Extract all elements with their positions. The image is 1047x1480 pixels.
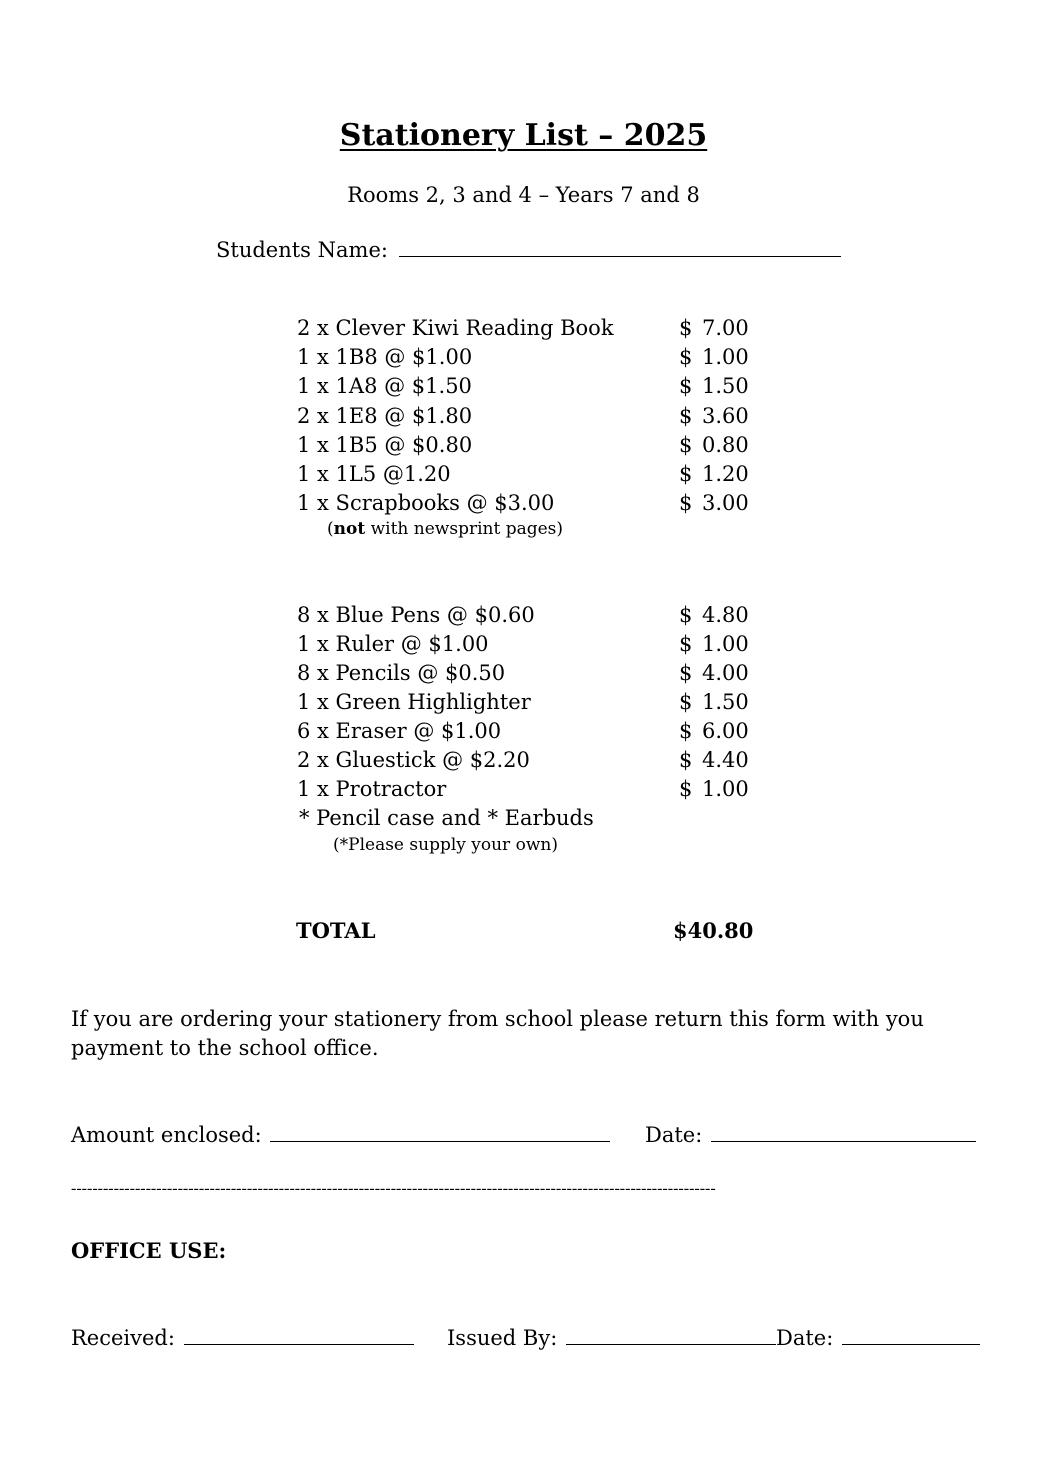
item-amount: 7.00: [702, 316, 749, 340]
cut-divider: -------------------------------------------------------------------------------------------------------------------------: [71, 1180, 716, 1197]
item-currency: $: [679, 632, 693, 656]
item-currency: $: [679, 374, 693, 399]
item-currency: $: [679, 462, 693, 486]
item-description: 8 x Pencils @ $0.50: [297, 661, 506, 685]
item-amount: 4.00: [702, 661, 749, 685]
issued-by-label: Issued By:: [447, 1326, 558, 1350]
item-currency: $: [679, 748, 693, 772]
own-items-note: (*Please supply your own): [333, 835, 558, 855]
item-description: 1 x Ruler @ $1.00: [297, 632, 489, 656]
item-description: 2 x Gluestick @ $2.20: [297, 748, 530, 772]
item-amount: 6.00: [702, 719, 749, 743]
scrapbook-note-bold: not: [333, 519, 366, 539]
item-description: 1 x Scrapbooks @ $3.00: [297, 491, 555, 516]
item-currency: $: [679, 690, 693, 714]
student-name-line[interactable]: [399, 236, 841, 257]
issued-by-row: [447, 1324, 980, 1350]
amount-enclosed-row: [71, 1121, 610, 1147]
item-description: 1 x 1A8 @ $1.50: [297, 374, 472, 399]
page-subtitle: Rooms 2, 3 and 4 – Years 7 and 8: [347, 183, 700, 207]
received-line[interactable]: [184, 1324, 414, 1345]
item-description: 1 x Green Highlighter: [297, 690, 531, 714]
item-amount: 1.20: [702, 462, 749, 486]
issued-by-line[interactable]: [566, 1324, 776, 1345]
item-amount: 4.80: [702, 603, 749, 627]
item-currency: $: [679, 403, 693, 428]
received-label: Received:: [71, 1326, 175, 1350]
page-title: Stationery List – 2025: [339, 118, 708, 153]
item-amount: 0.80: [702, 432, 749, 457]
item-description: 2 x Clever Kiwi Reading Book: [297, 316, 614, 340]
item-currency: $: [679, 316, 693, 340]
student-name-label: Students Name:: [216, 238, 388, 262]
item-currency: $: [679, 777, 693, 801]
item-currency: $: [679, 345, 693, 370]
total-value: $40.80: [673, 918, 754, 943]
item-description: 1 x 1L5 @1.20: [297, 462, 451, 486]
item-amount: 1.00: [702, 777, 749, 801]
item-amount: 1.00: [702, 632, 749, 656]
item-amount: 3.00: [702, 491, 749, 516]
item-amount: 3.60: [702, 403, 749, 428]
date-label: Date:: [645, 1123, 703, 1147]
item-currency: $: [679, 719, 693, 743]
item-currency: $: [679, 432, 693, 457]
item-amount: 4.40: [702, 748, 749, 772]
item-amount: 1.00: [702, 345, 749, 370]
item-description: 1 x 1B5 @ $0.80: [297, 432, 473, 457]
item-amount: 1.50: [702, 690, 749, 714]
date-line[interactable]: [711, 1121, 976, 1142]
item-description: 6 x Eraser @ $1.00: [297, 719, 502, 743]
amount-enclosed-label: Amount enclosed:: [71, 1123, 262, 1147]
office-date-line[interactable]: [842, 1324, 980, 1345]
item-description: 8 x Blue Pens @ $0.60: [297, 603, 535, 627]
item-currency: $: [679, 491, 693, 516]
amount-enclosed-line[interactable]: [270, 1121, 610, 1142]
item-amount: 1.50: [702, 374, 749, 399]
student-name-row: [216, 236, 841, 262]
total-label: TOTAL: [296, 918, 376, 943]
date-row: [645, 1121, 976, 1147]
item-description: 1 x 1B8 @ $1.00: [297, 345, 473, 370]
received-row: [71, 1324, 414, 1350]
item-currency: $: [679, 603, 693, 627]
scrapbook-note: (not with newsprint pages): [327, 519, 564, 539]
item-currency: $: [679, 661, 693, 685]
own-items: * Pencil case and * Earbuds: [299, 806, 594, 830]
office-date-label: Date:: [775, 1326, 834, 1350]
office-use-heading: OFFICE USE:: [71, 1238, 227, 1263]
item-description: 2 x 1E8 @ $1.80: [297, 403, 473, 428]
instruction-paragraph: If you are ordering your stationery from school please return this form with you payment to the school office.: [71, 1007, 924, 1060]
item-description: 1 x Protractor: [297, 777, 447, 801]
